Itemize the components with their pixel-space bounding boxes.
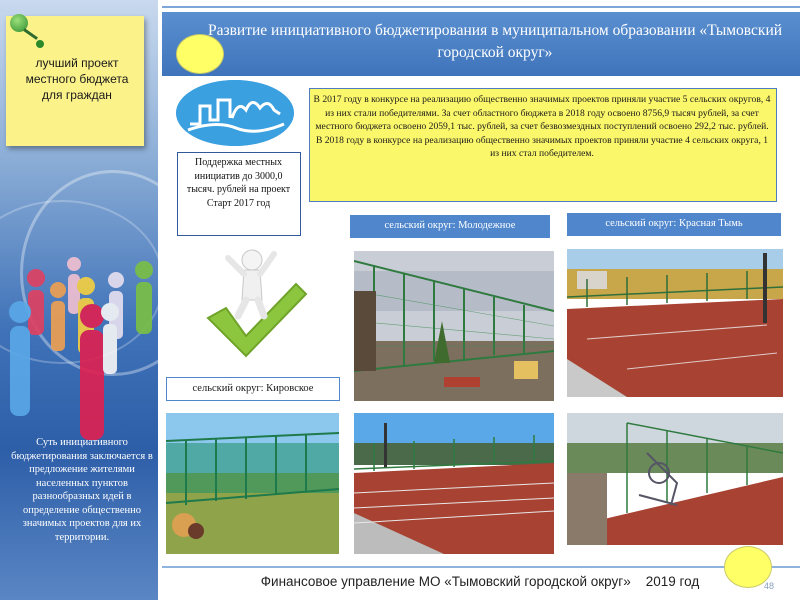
footer-text: Финансовое управление МО «Тымовский городской округ» 2019 год bbox=[260, 574, 700, 589]
initiative-budget-logo bbox=[176, 80, 294, 146]
label-molodezhnoe: сельский округ: Молодежное bbox=[350, 215, 550, 238]
page-number: 48 bbox=[764, 581, 775, 591]
support-text: Поддержка местных инициатив до 3000,0 тысяч. рублей на проект Старт 2017 год bbox=[186, 157, 291, 209]
label-kirovskoe: сельский округ: Кировское bbox=[166, 377, 340, 401]
sidebar-description: Суть инициативного бюджетирования заключается в предложение жителями населенных пунктов разнообразных идей в определение общественно значимых проектов для их территории. bbox=[11, 437, 153, 543]
photo-molodezhnoe-field bbox=[354, 251, 554, 401]
photo-kirovskoe-field bbox=[166, 413, 339, 554]
footer-divider bbox=[162, 566, 800, 568]
photo-running-track bbox=[354, 413, 554, 554]
page-title: Развитие инициативного бюджетирования в муниципальном образовании «Тымовский городской округ» bbox=[207, 22, 783, 61]
top-divider bbox=[162, 6, 800, 8]
push-pin-tip bbox=[36, 40, 44, 48]
label-krasnaya-tym: сельский округ: Красная Тымь bbox=[567, 213, 781, 236]
sticky-note-text: лучший проект местного бюджета для граждан bbox=[25, 56, 129, 102]
photo-krasnaya-tym-court bbox=[567, 249, 783, 397]
photo-exercise-equipment bbox=[567, 413, 783, 545]
info-text: В 2017 году в конкурсе на реализацию общественно значимых проектов приняли участие 5 сельских округов, 4 из них стали победителями. За счет областного бюджета в 2018 году освоено 8756,9 тысяч рублей, за счет местного бюджета освоено 2059,1 тыс. рублей, за счет безвозмездных поступлений освоено 292,2 тыс. рублей. В 2018 году в конкурсе на реализацию общественно значимых проектов приняли участие 4 сельских округа, 1 из них стал победителем. bbox=[313, 94, 771, 160]
success-checkmark-illustration bbox=[200, 244, 310, 362]
